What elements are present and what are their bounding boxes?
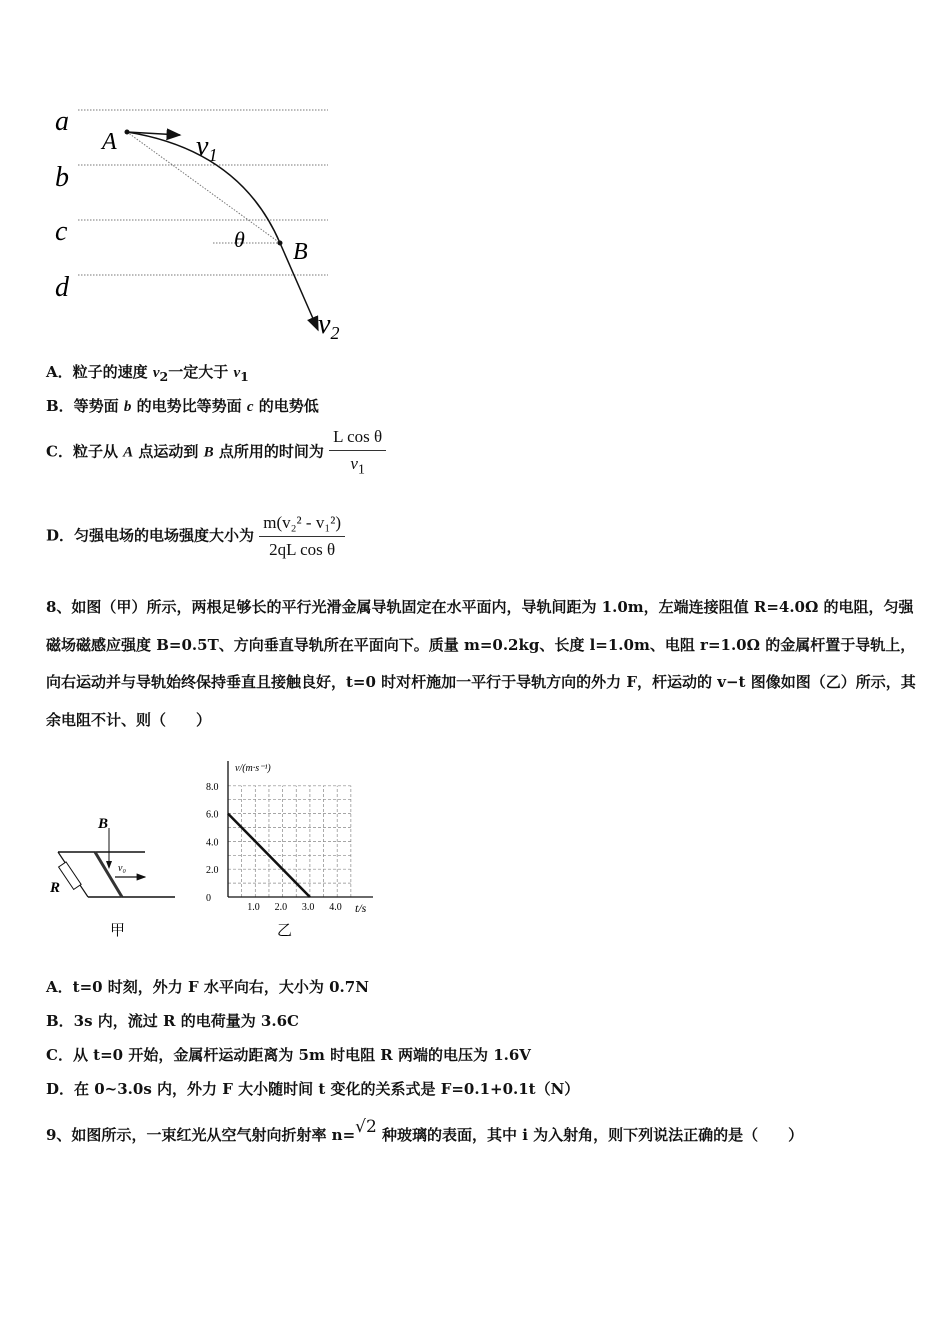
y-tick-label: 0	[206, 893, 211, 904]
y-tick-label: 2.0	[206, 865, 219, 877]
label-c: c	[55, 216, 68, 247]
field-trajectory-figure	[40, 95, 360, 350]
resistor-r	[59, 862, 82, 889]
q8-option-a: A．t=0 时刻，外力 F 水平向右，大小为 0.7N	[46, 978, 369, 996]
time-fraction: $\frac{\text{L cos θ}}{v_1}$	[329, 427, 386, 478]
label-v2: $v_2$	[318, 309, 340, 343]
label-point-a: A	[102, 129, 117, 155]
vt-chart	[195, 755, 385, 945]
y-tick-label: 8.0	[206, 781, 219, 793]
label-v0: v₀	[118, 863, 126, 874]
point-a-dot	[125, 130, 130, 135]
q7-option-d: D．匀强电场的电场强度大小为 $\frac{\text{m(v₂² - v₁²)}}{\text{2qL cos θ}}$	[46, 513, 345, 560]
x-tick-label: 4.0	[329, 902, 342, 913]
caption-yi: 乙	[277, 923, 293, 939]
q8-option-b: B．3s 内，流过 R 的电荷量为 3.6C	[46, 1012, 299, 1030]
label-d: d	[55, 272, 69, 303]
q8-option-c: C．从 t=0 开始，金属杆运动距离为 5m 时电阻 R 两端的电压为 1.6V	[46, 1046, 531, 1064]
label-r: R	[50, 880, 61, 896]
x-axis-label: t/s	[355, 901, 367, 915]
label-point-b: B	[293, 239, 308, 265]
x-tick-label: 1.0	[247, 902, 260, 913]
sqrt-two: √2	[355, 1117, 377, 1137]
q8-stem: 8、如图（甲）所示，两根足够长的平行光滑金属导轨固定在水平面内，导轨间距为 1.0m，左端连接阻值 R=4.0Ω 的电阻，匀强磁场磁感应强度 B=0.5T、方向垂直导轨所在平面向下。质量 m=0.2kg、长度 l=1.0m、电阻 r=1.0Ω 的金属杆置于导轨上，向右运动并与导轨始终保持垂直且接触良好，t=0 时对杆施加一平行于导轨方向的外力 F，杆运动的 v−t 图像如图（乙）所示，其余电阻不计、则（ ）	[46, 598, 916, 729]
label-v1: $v_1$	[196, 131, 218, 165]
y-axis-label: v/(m·s⁻¹)	[235, 763, 271, 774]
q7-option-c: C．粒子从 A 点运动到 B 点所用的时间为 $\frac{\text{L cos θ}}{v_1}$	[46, 427, 386, 478]
y-tick-label: 4.0	[206, 837, 219, 849]
caption-jia: 甲	[110, 923, 126, 939]
y-tick-label: 6.0	[206, 809, 219, 821]
q8-option-d: D．在 0~3.0s 内，外力 F 大小随时间 t 变化的关系式是 F=0.1+0.1t（N）	[46, 1080, 580, 1098]
label-b: b	[55, 162, 69, 193]
rail-circuit-figure	[40, 800, 190, 940]
q7-option-a: A．粒子的速度 $v_2$一定大于 $v_1$	[46, 363, 249, 384]
label-theta: θ	[234, 227, 245, 252]
q9-stem: 9、如图所示，一束红光从空气射向折射率 n=√2 种玻璃的表面，其中 i 为入射角，则下列说法正确的是（ ）	[46, 1117, 804, 1144]
label-b-field: B	[98, 816, 109, 832]
field-strength-fraction: $\frac{\text{m(v₂² - v₁²)}}{\text{2qL cos θ}}$	[259, 513, 345, 560]
x-tick-label: 2.0	[274, 902, 288, 913]
q7-option-b: B．等势面 b 的电势比等势面 c 的电势低	[46, 397, 319, 415]
point-b-dot	[278, 241, 283, 246]
label-a: a	[55, 106, 69, 137]
x-tick-label: 3.0	[301, 902, 315, 913]
